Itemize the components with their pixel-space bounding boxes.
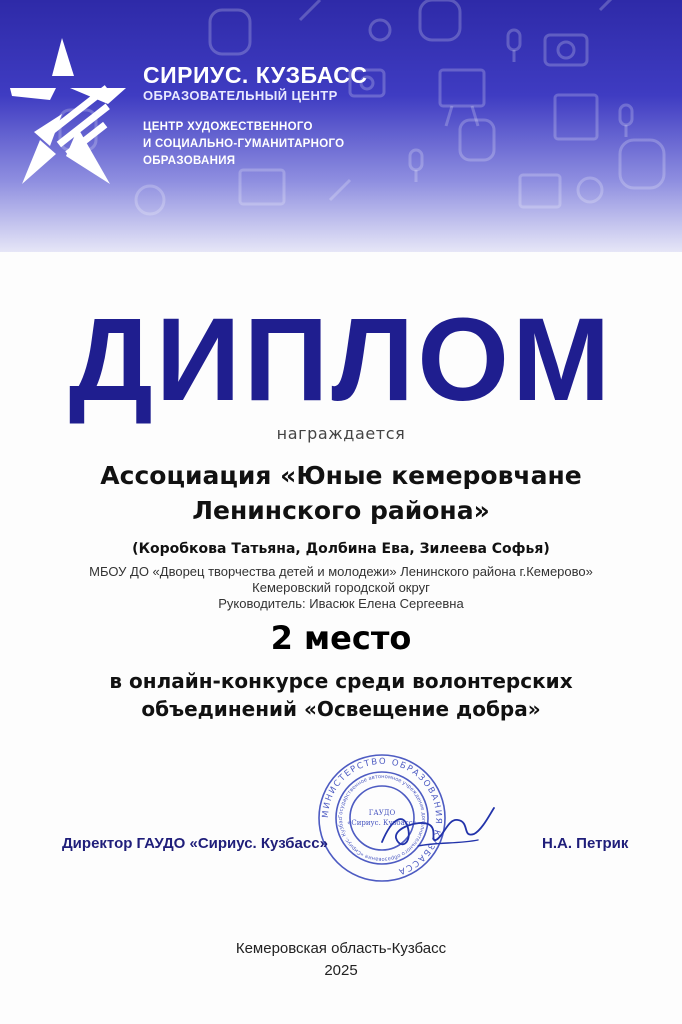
director-label: Директор ГАУДО «Сириус. Кузбасс» — [62, 835, 328, 852]
brand-center-line: И СОЦИАЛЬНО-ГУМАНИТАРНОГО — [143, 138, 345, 150]
footer-year: 2025 — [324, 962, 358, 979]
recipient-details — [0, 564, 682, 612]
document-title: ДИПЛОМ — [68, 294, 614, 426]
place-award: 2 место — [270, 619, 412, 657]
stamp-center-line: «Сириус. Кузбасс» — [347, 819, 417, 827]
brand-block — [143, 62, 367, 170]
star-logo-icon — [4, 36, 134, 186]
district-text: Кемеровский городской округ — [252, 580, 430, 595]
institution-text: МБОУ ДО «Дворец творчества детей и молодежи» Ленинского района г.Кемерово» — [89, 564, 593, 579]
contest-line: объединений «Освещение добра» — [141, 697, 541, 721]
recipient-organization — [0, 458, 682, 528]
contest-description — [0, 667, 682, 723]
recipient-members: (Коробкова Татьяна, Долбина Ева, Зилеева Софья) — [132, 541, 550, 557]
signer-name: Н.А. Петрик — [542, 835, 629, 852]
stamp-inner-text: Государственное автономное учреждение дополнительного образования «Сириус. Кузбас — [337, 773, 427, 863]
stamp-outer-text: МИНИСТЕРСТВО ОБРАЗОВАНИЯ КУЗБАССА — [320, 756, 444, 877]
contest-line: в онлайн-конкурсе среди волонтерских — [109, 669, 573, 693]
awarded-text: награждается — [276, 424, 406, 443]
handwritten-signature — [378, 798, 498, 858]
supervisor-text: Руководитель: Ивасюк Елена Сергеевна — [218, 596, 464, 611]
brand-subtitle: ОБРАЗОВАТЕЛЬНЫЙ ЦЕНТР — [143, 88, 338, 103]
brand-center-line: ОБРАЗОВАНИЯ — [143, 155, 236, 167]
brand-title: СИРИУС. КУЗБАСС — [143, 62, 368, 88]
recipient-line: Ассоциация «Юные кемеровчане — [100, 461, 582, 490]
brand-center-lines — [143, 119, 367, 170]
brand-center-line: ЦЕНТР ХУДОЖЕСТВЕННОГО — [143, 121, 313, 133]
stamp-center-line: ГАУДО — [368, 809, 396, 817]
footer-region: Кемеровская область-Кузбасс — [235, 940, 447, 957]
recipient-line: Ленинского района» — [192, 496, 490, 525]
header-band — [0, 0, 682, 252]
footer — [0, 938, 682, 982]
